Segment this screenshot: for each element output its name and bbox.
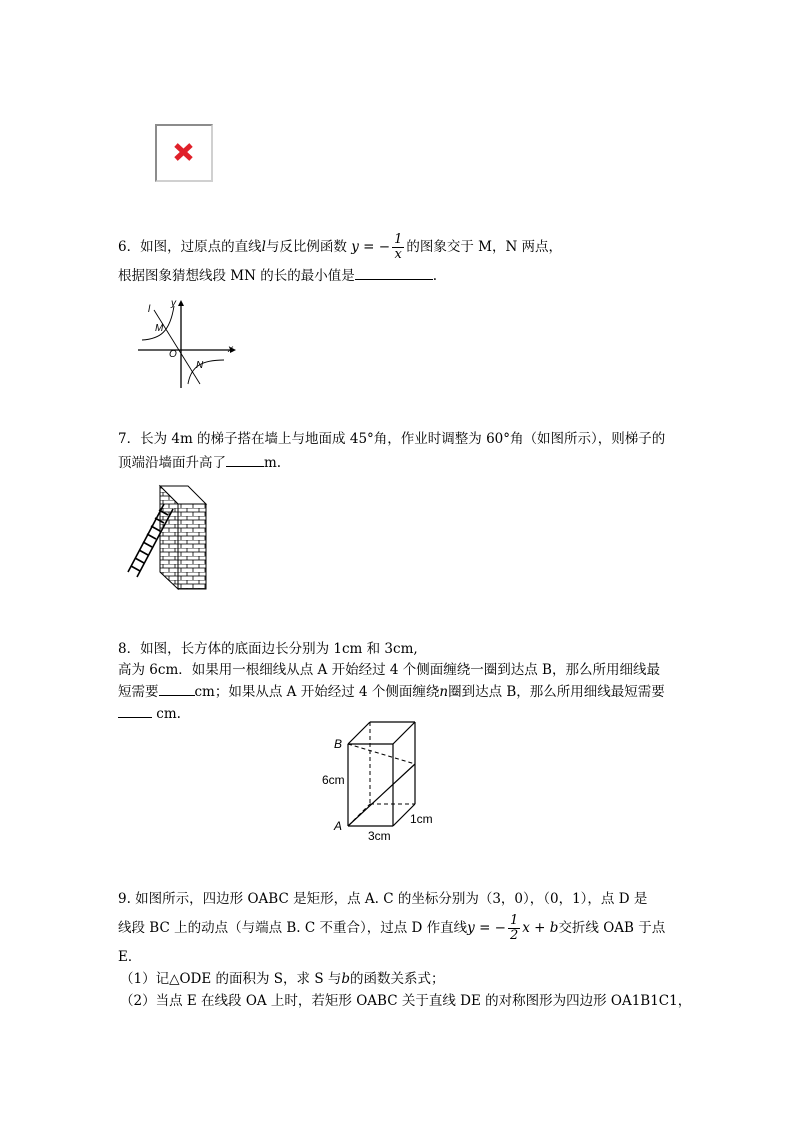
- q8-answer-blank-2: [118, 703, 152, 718]
- q6-fig-x: x: [228, 344, 233, 355]
- q7-line-2: [118, 452, 281, 473]
- q8-line-3-b: cm；如果从点 A 开始经过 4 个侧面缠绕: [194, 684, 440, 700]
- q7-unit: m.: [264, 455, 282, 471]
- q9-line-2: [118, 914, 665, 943]
- q6-fig-M: M: [155, 323, 164, 334]
- q6-text-a: 6．如图，过原点的直线: [118, 239, 262, 255]
- q7-wall-front: [178, 504, 206, 589]
- q6-frac-num: 1: [394, 232, 403, 247]
- q6-eq: y = −: [351, 239, 391, 255]
- q9-line-3: E．: [118, 949, 142, 965]
- q6-answer-blank: [355, 265, 433, 280]
- q6-y-arrow-icon: [178, 300, 184, 306]
- q9-line-5: （2）当点 E 在线段 OA 上时，若矩形 OABC 关于直线 DE 的对称图形为四边形 OA1B1C1，: [120, 993, 692, 1009]
- broken-image-placeholder: [155, 124, 213, 182]
- q6-fig-O: O: [169, 349, 177, 360]
- broken-image-icon: [157, 126, 211, 180]
- q6-line-1: [118, 233, 562, 262]
- q8-n: n: [439, 684, 449, 700]
- q9-eq: y = −: [467, 920, 506, 936]
- q8-line-1: 8．如图，长方体的底面边长分别为 1cm 和 3cm,: [118, 641, 418, 657]
- q6-text-b: 与反比例函数: [265, 239, 347, 255]
- q8-fig-A: A: [334, 819, 343, 833]
- q7-wall-side: [160, 486, 178, 589]
- q9-line-4-b: 的函数关系式；: [350, 971, 445, 987]
- q6-figure: [134, 296, 244, 392]
- q8-line-3-c: 圈到达点 B，那么所用细线最短需要: [448, 684, 665, 700]
- q7-wall-ladder-figure: [124, 484, 214, 594]
- q9-line-2-a: 线段 BC 上的动点（与端点 B. C 不重合），过点 D 作直线: [118, 920, 468, 936]
- q6-l: l: [261, 239, 266, 255]
- q6-fig-N: N: [196, 360, 204, 371]
- q9-frac-den: 2: [510, 928, 519, 943]
- q8-fig-height: 6cm: [322, 773, 345, 787]
- q9-line-4-a: （1）记△ODE 的面积为 S，求 S 与: [120, 971, 342, 987]
- q9-eq-2: x + b: [522, 920, 559, 936]
- q6-line-2: [118, 265, 437, 286]
- q6-curve-lower-right: [188, 360, 224, 384]
- q7-line-1: 7．长为 4m 的梯子搭在墙上与地面成 45°角，作业时调整为 60°角（如图所示），则梯子的: [118, 431, 666, 447]
- q8-line-3-a: 短需要: [118, 684, 159, 700]
- q8-line-4: [118, 703, 181, 724]
- q8-line-2: 高为 6cm．如果用一根细线从点 A 开始经过 4 个侧面缠绕一圈到达点 B，那么所用细线最: [118, 662, 660, 678]
- q6-line-2-text: 根据图象猜想线段 MN 的长的最小值是: [118, 268, 355, 284]
- q7-answer-blank: [226, 452, 264, 467]
- q9-fraction: [508, 914, 520, 943]
- q8-fig-B: B: [334, 737, 343, 751]
- q9-line-2-b: 交折线 OAB 于点: [558, 920, 666, 936]
- q6-fig-l: l: [148, 304, 151, 315]
- q9-line-4: [120, 969, 445, 989]
- q9-line-1: 9. 如图所示，四边形 OABC 是矩形，点 A. C 的坐标分别为（3，0），（0，1），点 D 是: [118, 891, 648, 907]
- q6-fig-y: y: [171, 298, 176, 309]
- q8-fig-depth: 1cm: [410, 812, 433, 826]
- q8-line-3: [118, 681, 665, 702]
- q8-answer-blank-1: [159, 681, 195, 696]
- q6-line-l: [154, 310, 200, 384]
- q9-b: b: [341, 971, 351, 987]
- q8-cuboid-figure: [318, 716, 448, 850]
- q6-frac-den: x: [394, 247, 402, 262]
- q6-text-c: 的图象交于 M，N 两点，: [406, 239, 563, 255]
- q6-end: .: [432, 268, 438, 284]
- q8-fig-width: 3cm: [368, 829, 391, 843]
- q7-line-2-text: 顶端沿墙面升高了: [118, 455, 226, 471]
- q8-unit: cm.: [156, 706, 181, 722]
- q9-frac-num: 1: [510, 913, 519, 928]
- q6-fraction: [392, 233, 404, 262]
